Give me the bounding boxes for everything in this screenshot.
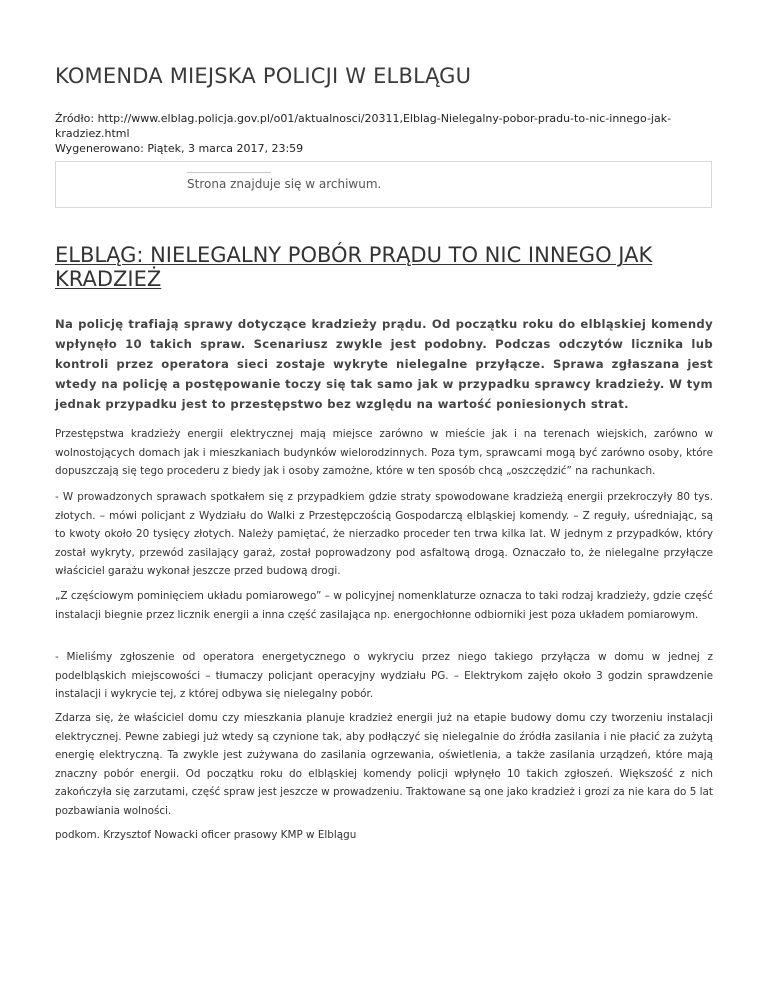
archive-notice-text: Strona znajduje się w archiwum.: [187, 177, 382, 191]
article-lead: Na policję trafiają sprawy dotyczące kradzieży prądu. Od początku roku do elbląskiej komendy wpłynęło 10 takich spraw. Scenariusz zwykle jest podobny. Podczas odczytów licznika lub kontroli przez operatora sieci zostaje wykryte nielegalne przyłącze. Sprawa zgłaszana jest wtedy na policję a postępowanie toczy się tak samo jak w przypadku sprawcy kradzieży. W tym jednak przypadku jest to przestępstwo bez względu na wartość poniesionych strat.: [55, 317, 713, 411]
print-meta: [55, 111, 720, 156]
article-title: ELBLĄG: NIELEGALNY POBÓR PRĄDU TO NIC INNEGO JAK KRADZIEŻ: [55, 243, 653, 291]
site-title: KOMENDA MIEJSKA POLICJI W ELBLĄGU: [55, 64, 472, 88]
article-signature: podkom. Krzysztof Nowacki oficer prasowy KMP w Elblągu: [55, 829, 357, 841]
article-paragraph: Przestępstwa kradzieży energii elektrycznej mają miejsce zarówno w mieście jak i na terenach wiejskich, zarówno w wolnostojących domach jak i mieszkaniach budynków wielorodzinnych. Poza tym, sprawcami mogą być zarówno osoby, które dopuszczają się tego procederu z biedy jak i osoby zamożne, które w ten sposób chcą „oszczędzić” na rachunkach.: [55, 428, 713, 477]
archive-notice: [55, 161, 712, 208]
generated-date: Wygenerowano: Piątek, 3 marca 2017, 23:59: [55, 142, 304, 155]
article-paragraph: - Mieliśmy zgłoszenie od operatora energetycznego o wykryciu przez niego takiego przyłącza w domu w jednej z podelbląskich miejscowości – tłumaczy policjant operacyjny wydziału PG. – Elektrykom zajęło około 3 godzin sprawdzenie instalacji i wykrycie tej, z której odbywa się nielegalny pobór.: [55, 651, 713, 700]
source-url: Źródło: http://www.elblag.policja.gov.pl/o01/aktualnosci/20311,Elblag-Nielegalny-pobor-pradu-to-nic-innego-jak-kradziez.html: [55, 112, 672, 140]
article-paragraph: Zdarza się, że właściciel domu czy mieszkania planuje kradzież energii już na etapie budowy domu czy tworzeniu instalacji elektrycznej. Pewne zabiegi już wtedy są czynione tak, aby podłączyć się nielegalnie do źródła zasilania i nie płacić za zużytą energię elektryczną. Ta zwykle jest zużywana do zasilania ogrzewania, oświetlenia, a także zasilania urządzeń, które mają znaczny pobór energii. Od początku roku do elbląskiej komendy policji wpłynęło 10 takich zgłoszeń. Większość z nich zakończyła się zarzutami, część spraw jest jeszcze w prowadzeniu. Traktowane są one jako kradzież i grozi za nie kara do 5 lat pozbawiania wolności.: [55, 712, 713, 817]
article-paragraph: - W prowadzonych sprawach spotkałem się z przypadkiem gdzie straty spowodowane kradzieżą energii przekroczyły 80 tys. złotych. – mówi policjant z Wydziału do Walki z Przestępczością Gospodarczą elbląskiej komendy. – Z reguły, uśredniając, są to kwoty około 20 tysięcy złotych. Należy pamiętać, że nierzadko proceder ten trwa kilka lat. W jednym z przypadków, który został wykryty, przewód zasilający garaż, został poprowadzony pod asfaltową drogą. Oznaczało to, że nielegalne przyłącze właściciel garażu wykonał jeszcze przed budową drogi.: [55, 491, 713, 577]
notice-divider: [187, 172, 271, 173]
article-paragraph: „Z częściowym pominięciem układu pomiarowego” – w policyjnej nomenklaturze oznacza to taki rodzaj kradzieży, gdzie część instalacji biegnie przez licznik energii a inna część zasilająca np. energochłonne odbiorniki jest poza układem pomiarowym.: [55, 590, 713, 621]
